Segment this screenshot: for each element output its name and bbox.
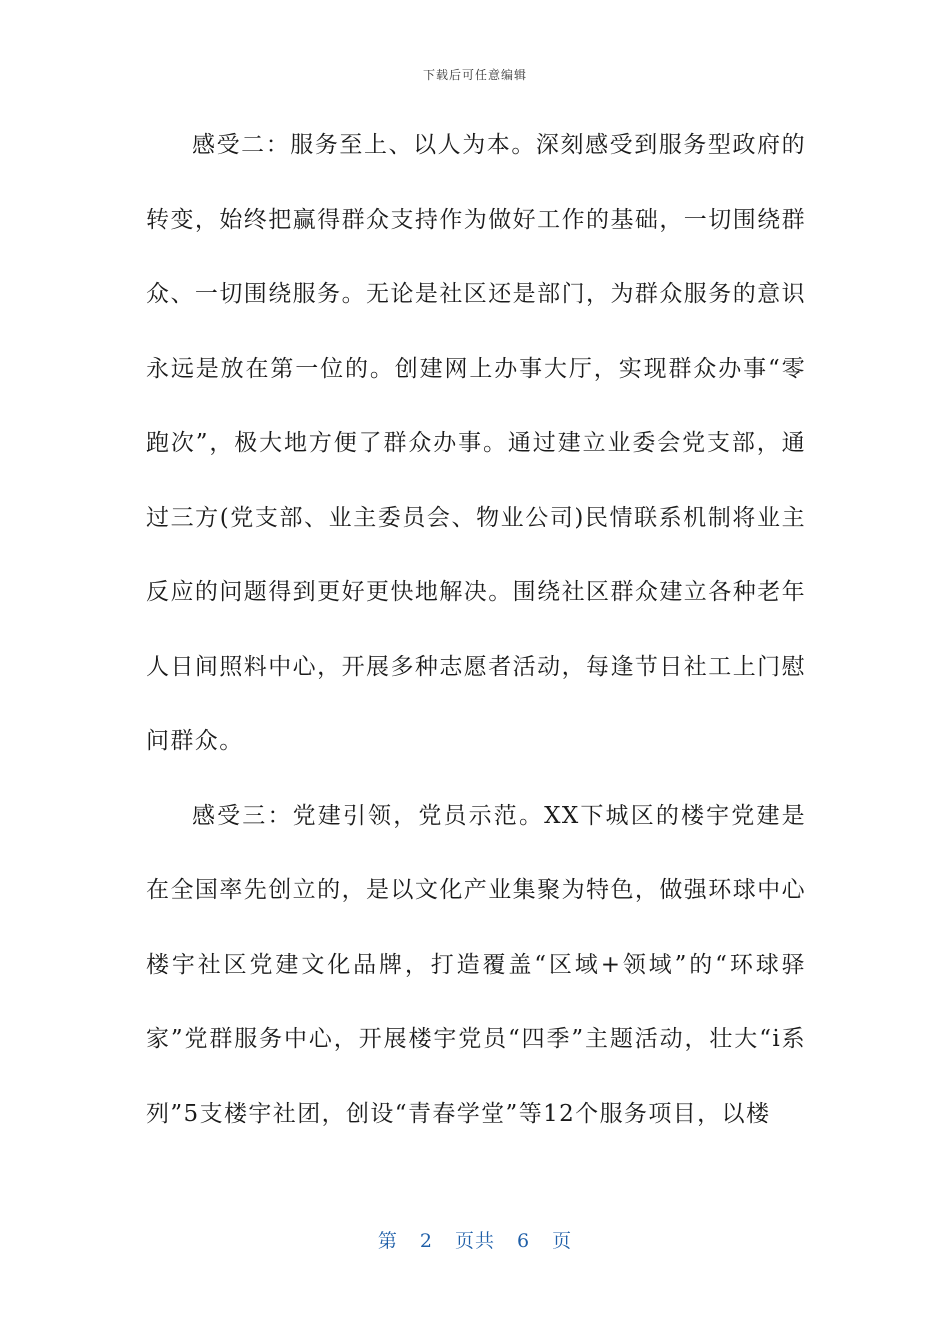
current-page-number: 2 xyxy=(419,1230,433,1252)
paragraph-1: 感受二：服务至上、以人为本。深刻感受到服务型政府的转变，始终把赢得群众支持作为做好工作的基础，一切围绕群众、一切围绕服务。无论是社区还是部门，为群众服务的意识永远是放在第一位的。创建网上办事大厅，实现群众办事“零跑次”，极大地方便了群众办事。通过建立业委会党支部，通过三方(党支部、业主委员会、物业公司)民情联系机制将业主反应的问题得到更好更快地解决。围绕社区群众建立各种老年人日间照料中心，开展多种志愿者活动，每逢节日社工上门慰问群众。 xyxy=(146,132,806,754)
header-note: 下载后可任意编辑 xyxy=(422,68,527,82)
document-body xyxy=(146,108,806,1151)
page-prefix: 第 xyxy=(377,1230,398,1252)
paragraph-2: 感受三：党建引领，党员示范。XX下城区的楼宇党建是在全国率先创立的，是以文化产业集聚为特色，做强环球中心楼宇社区党建文化品牌，打造覆盖“区域+领域”的“环球驿家”党群服务中心，开展楼宇党员“四季”主题活动，壮大“i系列”5支楼宇社团，创设“青春学堂”等12个服务项目，以楼 xyxy=(146,802,806,1127)
page-footer xyxy=(0,1226,950,1253)
total-pages-number: 6 xyxy=(517,1230,531,1252)
page-mid: 页共 xyxy=(454,1230,495,1252)
page-suffix: 页 xyxy=(552,1230,573,1252)
